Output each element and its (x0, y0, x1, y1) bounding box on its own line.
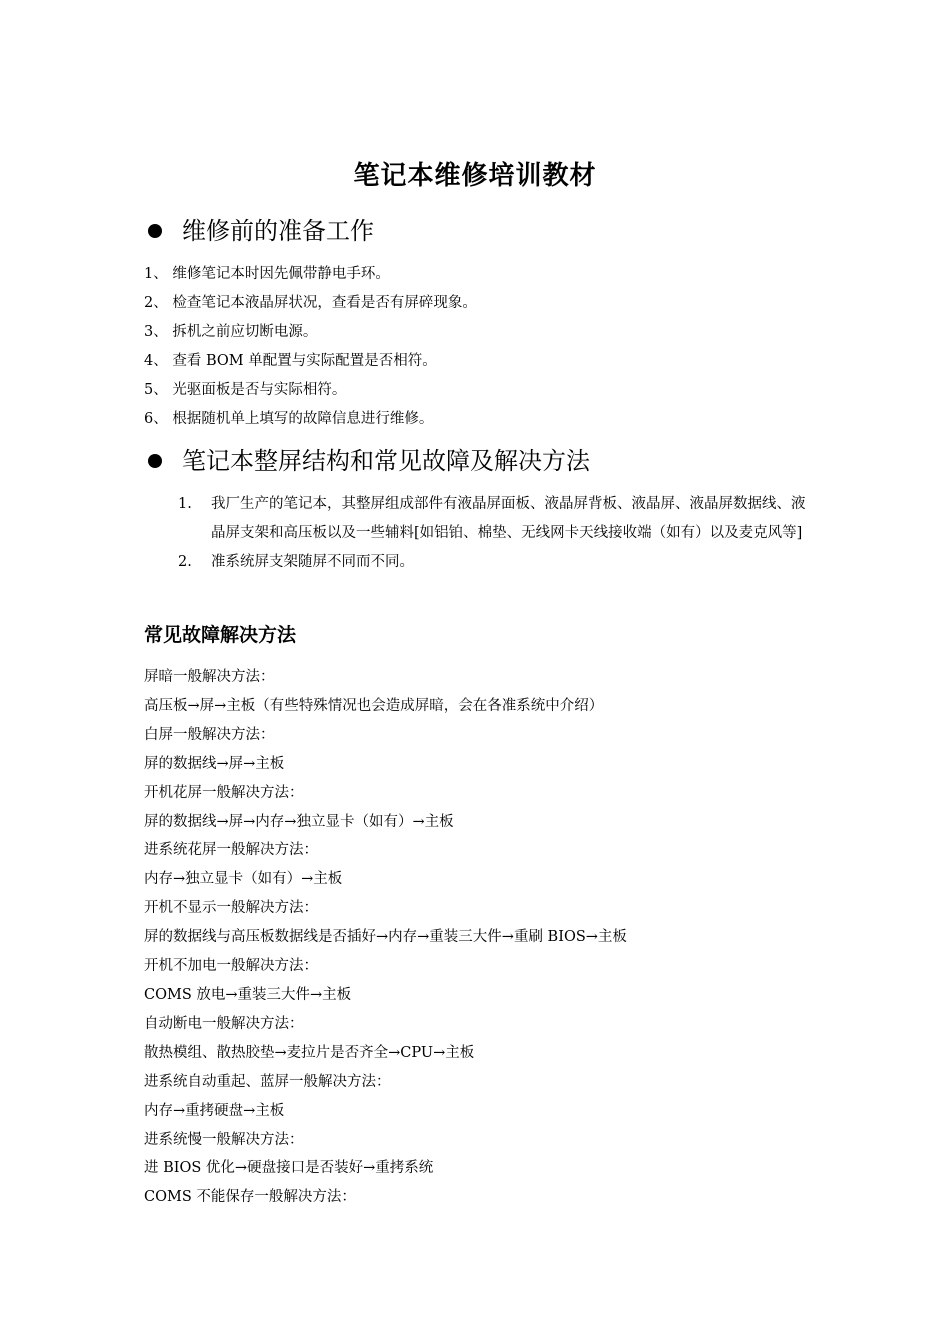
fault-line: 白屏一般解决方法： (144, 726, 275, 743)
preparation-list (144, 260, 477, 434)
fault-line: 内存→重拷硬盘→主板 (144, 1102, 285, 1119)
list-item: 2、 检查笔记本液晶屏状况，查看是否有屏碎现象。 (144, 295, 477, 311)
list-item: 5、 光驱面板是否与实际相符。 (144, 382, 347, 398)
fault-line: 高压板→屏→主板（有些特殊情况也会造成屏暗，会在各准系统中介绍） (144, 697, 604, 714)
common-faults-heading: 常见故障解决方法 (144, 624, 297, 646)
section-heading-screen-structure (146, 444, 590, 478)
bullet-icon (148, 224, 162, 238)
fault-line: 屏的数据线→屏→内存→独立显卡（如有）→主板 (144, 813, 454, 830)
list-item: 3、 拆机之前应切断电源。 (144, 324, 318, 340)
fault-line: 屏的数据线与高压板数据线是否插好→内存→重装三大件→重刷 BIOS→主板 (144, 929, 627, 946)
fault-line: 内存→独立显卡（如有）→主板 (144, 871, 343, 888)
list-item (178, 548, 818, 577)
section-heading-text: 笔记本整屏结构和常见故障及解决方法 (182, 447, 590, 475)
bullet-icon (148, 454, 162, 468)
list-item-text: 我厂生产的笔记本，其整屏组成部件有液晶屏面板、液晶屏背板、液晶屏、液晶屏数据线、液晶屏支架和高压板以及一些辅料[如铝铂、棉垫、无线网卡天线接收端（如有）以及麦克风等] (211, 496, 806, 541)
list-item: 6、 根据随机单上填写的故障信息进行维修。 (144, 411, 434, 427)
fault-line: 自动断电一般解决方法： (144, 1015, 304, 1032)
section-heading-text: 维修前的准备工作 (182, 217, 374, 245)
fault-line: 进系统自动重起、蓝屏一般解决方法： (144, 1073, 391, 1090)
fault-line: 屏暗一般解决方法： (144, 669, 275, 685)
fault-line: COMS 不能保存一般解决方法： (144, 1189, 356, 1206)
list-item: 4、 查看 BOM 单配置与实际配置是否相符。 (144, 353, 437, 369)
list-item-number: 1. (178, 496, 192, 512)
list-item: 1、 维修笔记本时因先佩带静电手环。 (144, 266, 390, 282)
fault-line: 屏的数据线→屏→主板 (144, 755, 285, 772)
fault-solutions-list (144, 663, 627, 1212)
list-item-number: 2. (178, 554, 192, 570)
list-item-text: 准系统屏支架随屏不同而不同。 (211, 554, 414, 570)
fault-line: 进系统慢一般解决方法： (144, 1131, 304, 1148)
list-item (178, 490, 818, 548)
fault-line: 进 BIOS 优化→硬盘接口是否装好→重拷系统 (144, 1160, 434, 1177)
fault-line: 开机花屏一般解决方法： (144, 784, 304, 801)
section-heading-preparation (146, 214, 374, 248)
document-title: 笔记本维修培训教材 (353, 161, 597, 191)
screen-structure-list (178, 490, 818, 577)
fault-line: 进系统花屏一般解决方法： (144, 842, 318, 859)
fault-line: 开机不加电一般解决方法： (144, 958, 318, 975)
fault-line: 散热模组、散热胶垫→麦拉片是否齐全→CPU→主板 (144, 1044, 475, 1061)
fault-line: COMS 放电→重装三大件→主板 (144, 986, 352, 1003)
fault-line: 开机不显示一般解决方法： (144, 900, 318, 917)
